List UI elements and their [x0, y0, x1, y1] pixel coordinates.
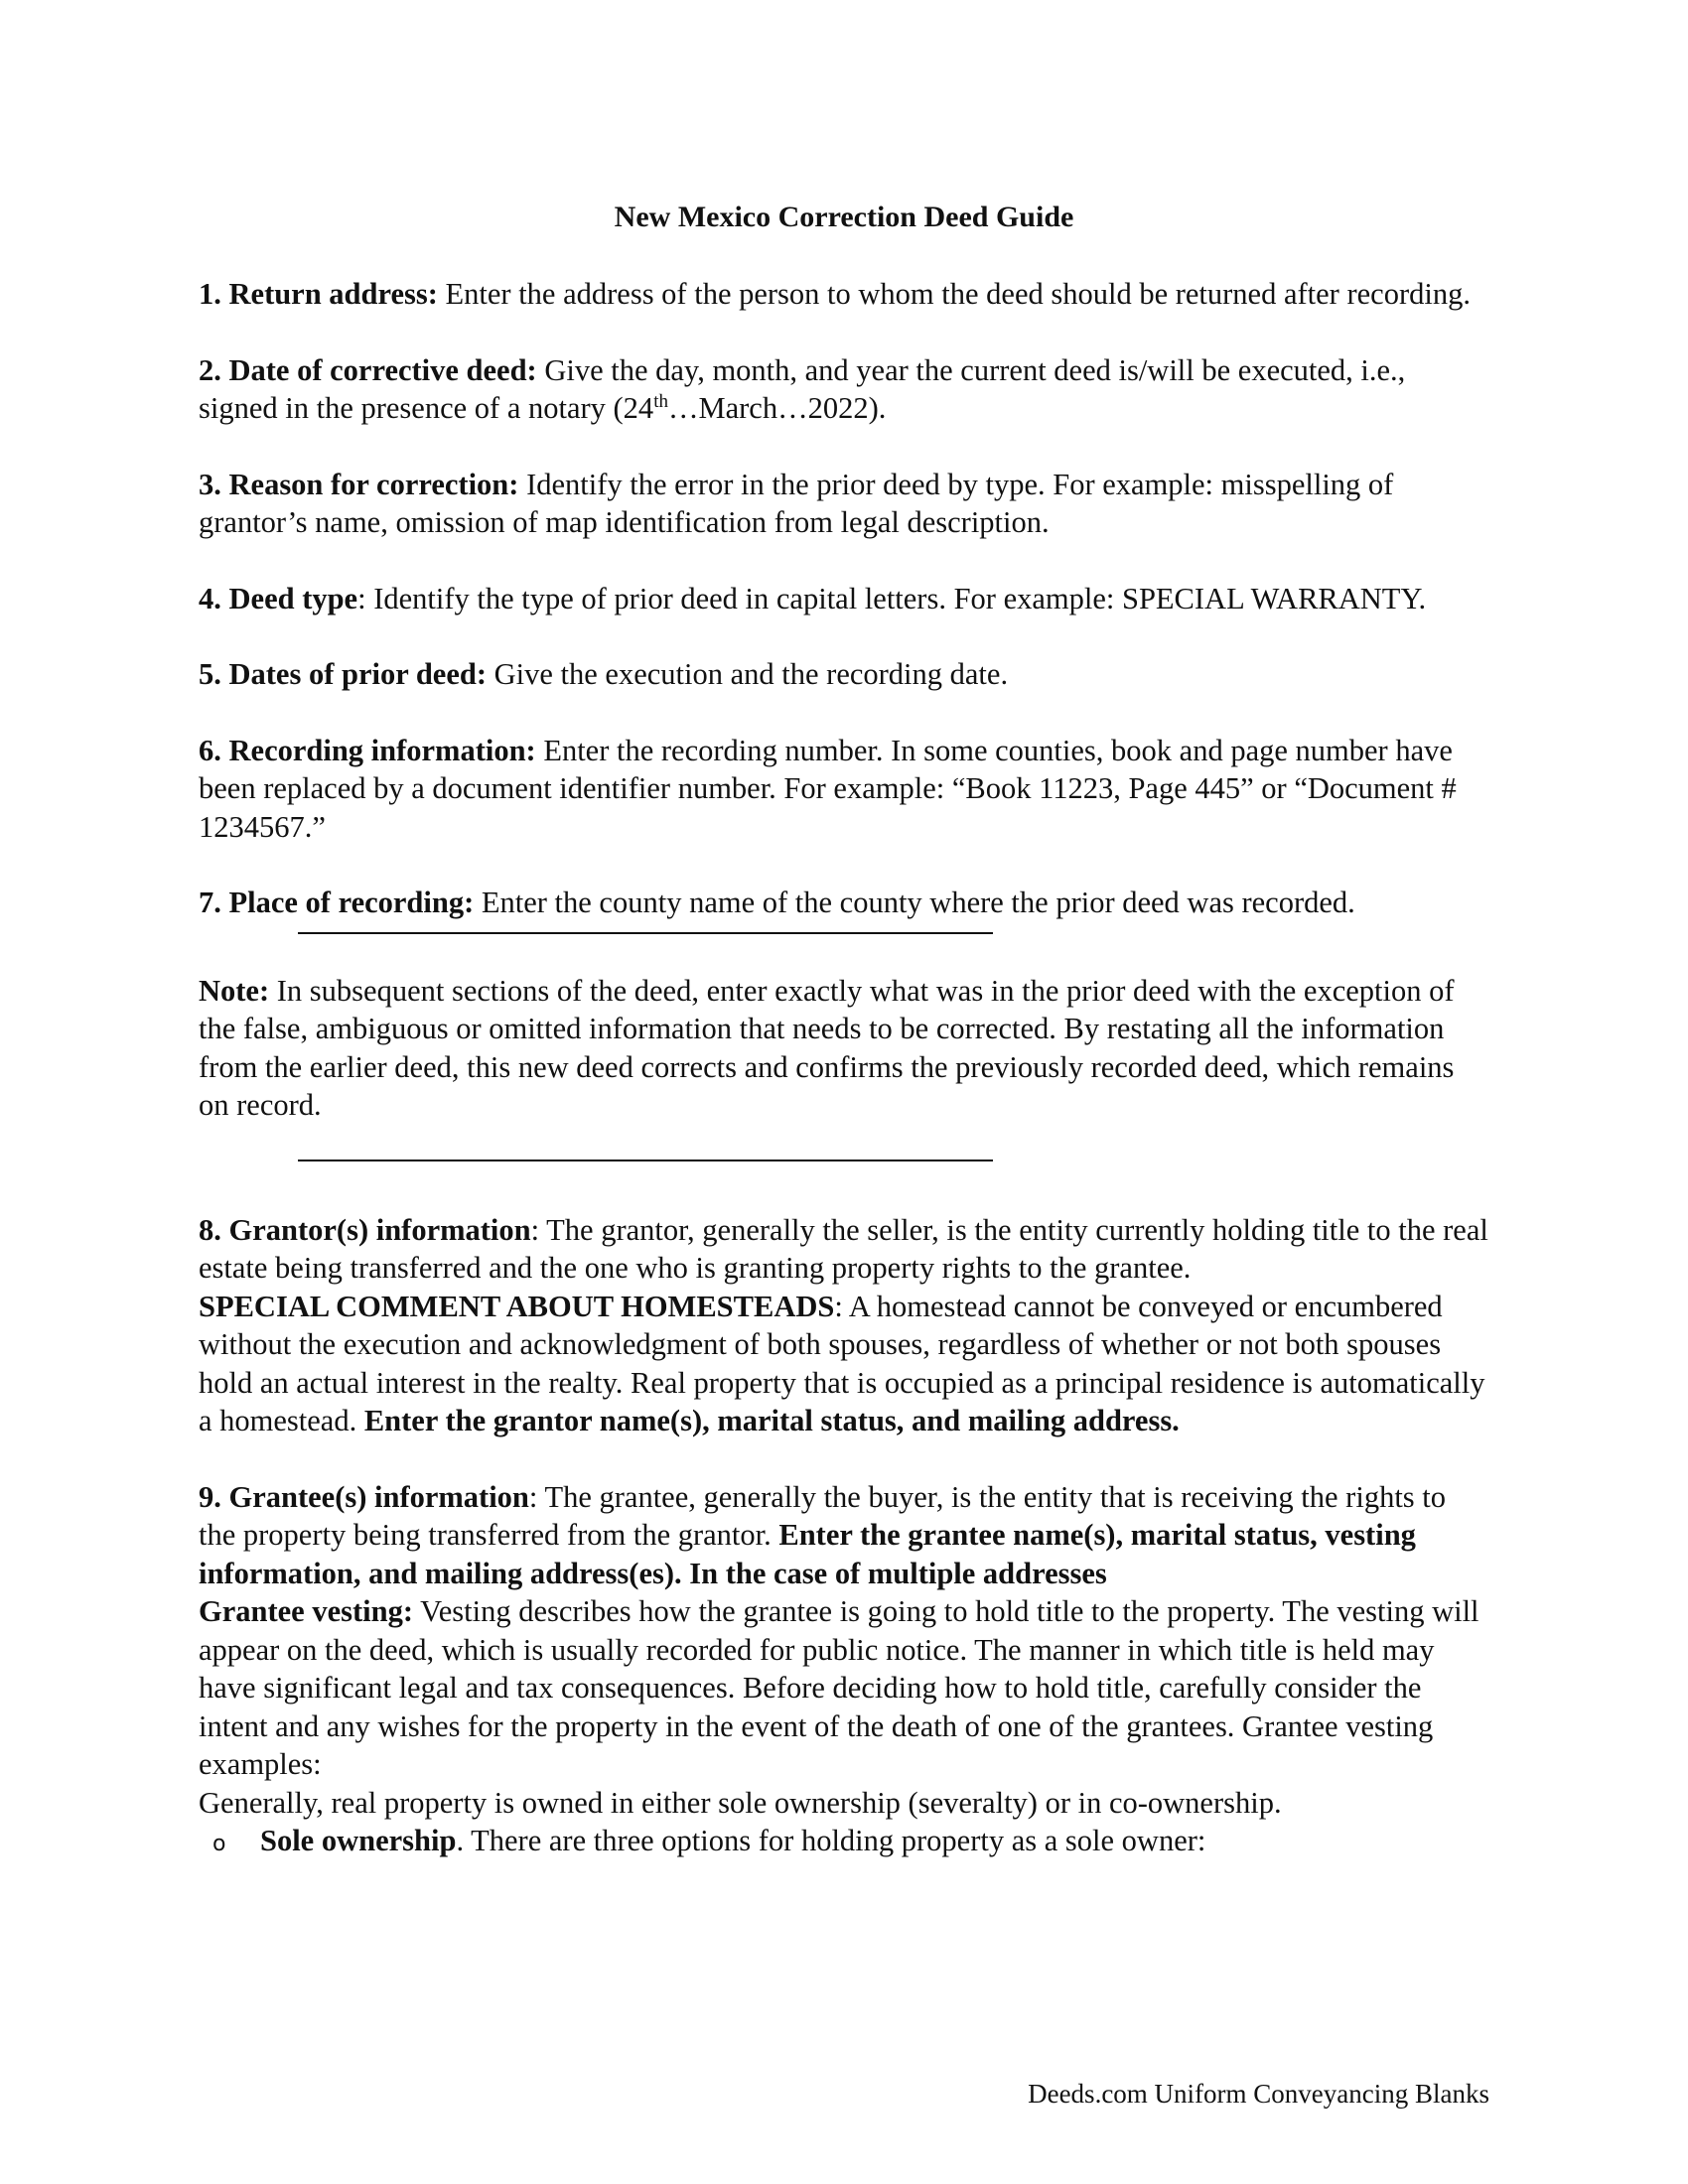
item-text: : Identify the type of prior deed in capital letters. For example: SPECIAL WARRANTY.	[357, 581, 1427, 615]
note-label: Note:	[199, 973, 270, 1008]
item-text: Identify the error in the prior deed by type. For example: misspelling of grantor’s name, omission of map identification from legal description.	[199, 467, 1394, 539]
item-text: : The grantor, generally the seller, is the entity currently holding title to the real estate being transferred and the one who is granting property rights to the grantee.	[199, 1212, 1488, 1285]
item-deed-type	[199, 580, 1489, 618]
item-label: 9. Grantee(s) information	[199, 1479, 529, 1514]
grantee-vesting-label: Grantee vesting:	[199, 1594, 413, 1628]
note-text: In subsequent sections of the deed, enter exactly what was in the prior deed with the exception of the false, ambiguous or omitted information that needs to be corrected. By restating all the information from the earlier deed, this new deed corrects and confirms the previously recorded deed, which remains on record.	[199, 973, 1455, 1122]
item-date-of-corrective-deed	[199, 351, 1489, 428]
item-text-continued: …March…2022).	[667, 391, 887, 425]
page-title: New Mexico Correction Deed Guide	[614, 201, 1074, 233]
item-text: Give the execution and the recording date.	[487, 657, 1009, 691]
item-return-address	[199, 275, 1489, 314]
document-body	[199, 275, 1489, 1864]
item-dates-of-prior-deed	[199, 655, 1489, 694]
item-grantee-information	[199, 1478, 1489, 1823]
item-label: 2. Date of corrective deed:	[199, 352, 537, 387]
item-recording-information	[199, 732, 1489, 847]
item-text: Enter the county name of the county where the prior deed was recorded.	[474, 886, 1355, 919]
divider-line	[298, 1160, 993, 1161]
list-item	[199, 1822, 1489, 1864]
list-item-label: Sole ownership	[260, 1824, 457, 1857]
item-label: 4. Deed type	[199, 581, 358, 615]
item-grantor-information	[199, 1211, 1489, 1440]
item-text: Enter the recording number. In some counties, book and page number have been replaced by a document identifier number. For example: “Book 11223, Page 445” or “Document # 1234567.”	[199, 733, 1457, 844]
list-item-text	[260, 1822, 1205, 1860]
bullet-circle-icon: o	[212, 1832, 226, 1856]
ordinal-suffix: th	[653, 390, 668, 412]
item-label: 1. Return address:	[199, 277, 438, 311]
item-label: 3. Reason for correction:	[199, 467, 519, 501]
item-text: : The grantee, generally the buyer, is the entity that is receiving the rights to the property being transferred from the grantor.	[199, 1479, 1447, 1552]
item-label: 6. Recording information:	[199, 733, 536, 767]
grantee-instruction: Enter the grantee name(s), marital status, vesting information, and mailing address(es). In the case of multiple addresses	[199, 1518, 1416, 1590]
ownership-general-line: Generally, real property is owned in either sole ownership (severalty) or in co-ownership.	[199, 1785, 1282, 1820]
item-label: 8. Grantor(s) information	[199, 1212, 531, 1247]
item-text: Give the day, month, and year the current deed is/will be executed, i.e., signed in the presence of a notary (24	[199, 352, 1406, 425]
item-reason-for-correction	[199, 466, 1489, 542]
grantor-instruction: Enter the grantor name(s), marital status, and mailing address.	[363, 1404, 1180, 1437]
item-text: Enter the address of the person to whom the deed should be returned after recording.	[437, 277, 1471, 311]
homestead-comment-text: : A homestead cannot be conveyed or encumbered without the execution and acknowledgment of both spouses, regardless of whether or not both spouses hold an actual interest in the realty. Real property that is occupied as a principal residence is automatically a homestead.	[199, 1289, 1485, 1437]
page-footer: Deeds.com Uniform Conveyancing Blanks	[1028, 2079, 1489, 2109]
divider-line	[298, 932, 993, 934]
note-paragraph	[199, 972, 1489, 1125]
grantee-vesting-text: Vesting describes how the grantee is going to hold title to the property. The vesting will appear on the deed, which is usually recorded for public notice. The manner in which title is held may have significant legal and tax consequences. Before deciding how to hold title, carefully consider the intent and any wishes for the property in the event of the death of one of the grantees. Grantee vesting examples:	[199, 1594, 1479, 1781]
item-label: 5. Dates of prior deed:	[199, 657, 487, 691]
item-label: 7. Place of recording:	[199, 886, 475, 919]
homestead-comment-label: SPECIAL COMMENT ABOUT HOMESTEADS	[199, 1289, 835, 1323]
list-item-body: . There are three options for holding property as a sole owner:	[456, 1824, 1206, 1857]
item-place-of-recording	[199, 884, 1489, 922]
